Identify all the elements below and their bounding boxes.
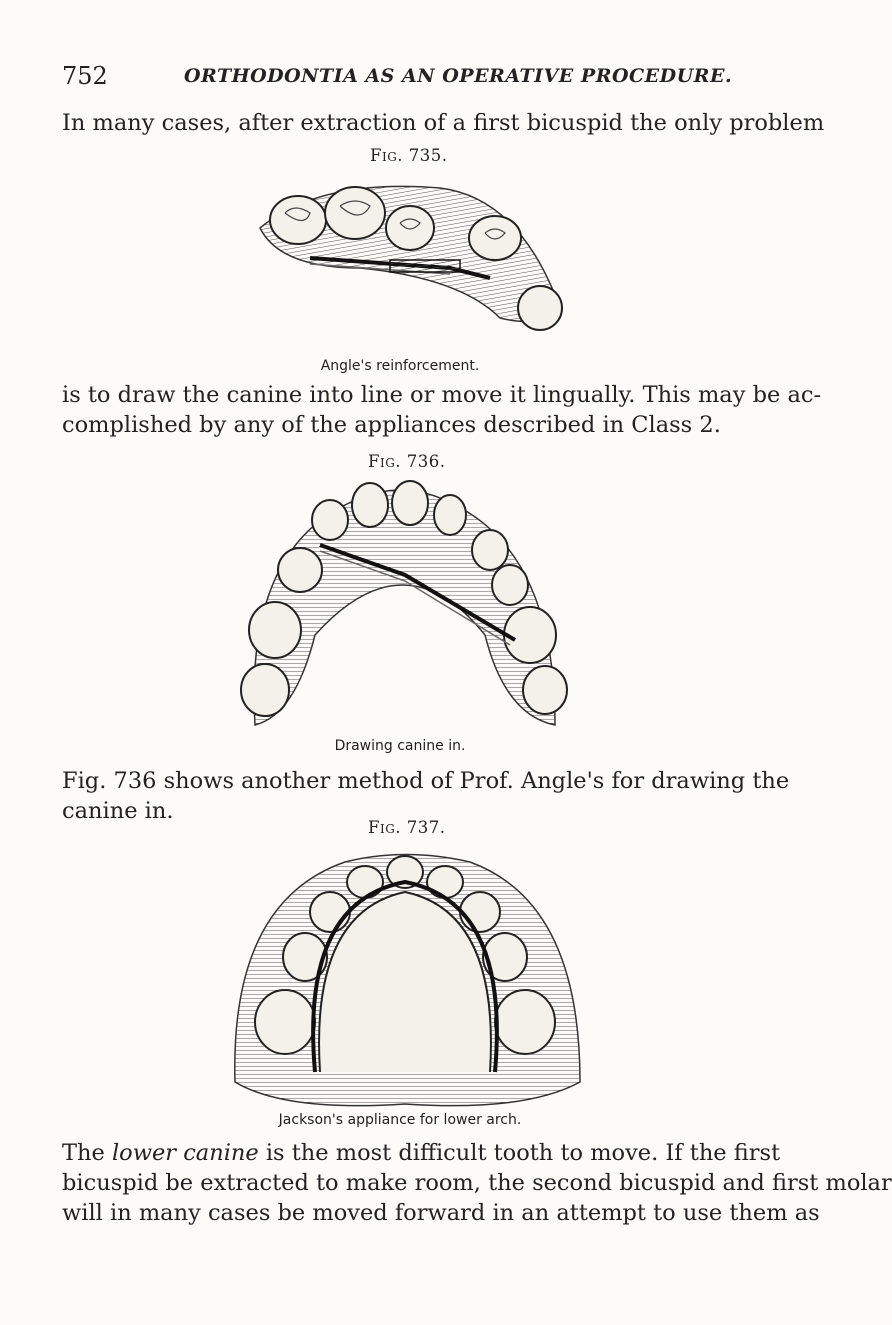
running-title: ORTHODONTIA AS AN OPERATIVE PROCEDURE. <box>184 65 733 87</box>
emphasis-text: lower canine <box>111 1140 259 1166</box>
page-header <box>62 62 762 92</box>
figure-736-caption: Drawing canine in. <box>334 738 466 754</box>
figure-736-illustration <box>225 475 575 735</box>
figure-735-caption: Angle's reinforcement. <box>320 358 480 374</box>
paragraph-line: is to draw the canine into line or move it lingually. This may be ac- <box>62 382 822 408</box>
paragraph-line: will in many cases be moved forward in an attempt to use them as <box>62 1200 820 1226</box>
figure-736-label: Fig. 736. <box>368 452 446 471</box>
paragraph-line: canine in. <box>62 798 174 824</box>
paragraph-line: bicuspid be extracted to make room, the second bicuspid and first molar <box>62 1170 892 1196</box>
page-number: 752 <box>62 62 108 90</box>
figure-737-caption: Jackson's appliance for lower arch. <box>278 1112 522 1128</box>
paragraph-text: is the most difficult tooth to move. If the first <box>258 1140 781 1166</box>
paragraph-line: Fig. 736 shows another method of Prof. Angle's for drawing the <box>62 768 790 794</box>
paragraph-line <box>62 1140 780 1166</box>
figure-735-label: Fig. 735. <box>370 146 448 165</box>
figure-735-illustration <box>240 168 580 348</box>
paragraph-text: The <box>62 1140 112 1166</box>
paragraph-line: In many cases, after extraction of a first bicuspid the only problem <box>62 110 825 136</box>
paragraph-line: complished by any of the appliances described in Class 2. <box>62 412 721 438</box>
figure-737-label: Fig. 737. <box>368 818 446 837</box>
figure-737-illustration <box>225 842 590 1112</box>
